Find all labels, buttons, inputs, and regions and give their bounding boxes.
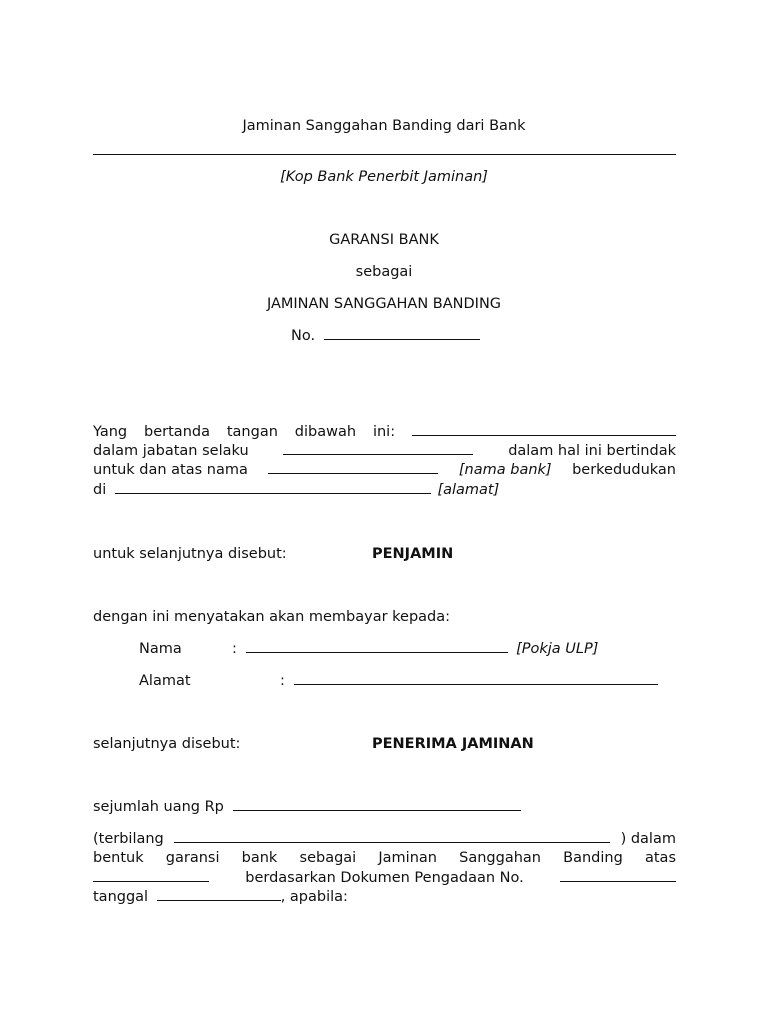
text-word: Sanggahan bbox=[459, 850, 541, 866]
text-word: bank bbox=[241, 850, 278, 866]
text-word: bentuk bbox=[93, 850, 144, 866]
guarantor-value: PENJAMIN bbox=[372, 546, 454, 562]
amount-line bbox=[93, 799, 521, 815]
amount-blank bbox=[233, 809, 521, 811]
statement-text: dengan ini menyatakan akan membayar kepada: bbox=[93, 609, 451, 625]
heading-sebagai: sebagai bbox=[355, 264, 413, 280]
recipient-name-hint: [Pokja ULP] bbox=[516, 641, 599, 657]
text-position-label: dalam jabatan selaku bbox=[93, 443, 249, 459]
colon: : bbox=[232, 641, 237, 657]
text-word: bertanda bbox=[144, 424, 210, 440]
text-word: Banding bbox=[563, 850, 623, 866]
text-domiciled: berkedudukan bbox=[572, 462, 676, 478]
text-terbilang: (terbilang bbox=[93, 831, 164, 847]
date-blank bbox=[157, 899, 281, 901]
para1-line4 bbox=[93, 482, 499, 498]
text-on-behalf: untuk dan atas nama bbox=[93, 462, 248, 478]
text-di: di bbox=[93, 482, 107, 498]
para2-line4 bbox=[93, 889, 348, 905]
position-blank bbox=[283, 453, 473, 455]
text-dalam: ) dalam bbox=[620, 831, 676, 847]
text-tanggal: tanggal bbox=[93, 889, 149, 905]
para1-line1 bbox=[93, 424, 676, 440]
recipient-name-label: Nama bbox=[139, 641, 182, 657]
guarantor-label: untuk selanjutnya disebut: bbox=[93, 546, 287, 562]
para2-line1 bbox=[93, 831, 676, 847]
para2-line2 bbox=[93, 850, 676, 866]
beneficiary-value: PENERIMA JAMINAN bbox=[372, 736, 534, 752]
document-number-blank bbox=[560, 880, 676, 882]
text-word: Yang bbox=[93, 424, 128, 440]
heading-jaminan-sanggahan-banding: JAMINAN SANGGAHAN BANDING bbox=[266, 296, 502, 312]
tender-blank bbox=[93, 880, 209, 882]
para1-line2 bbox=[93, 443, 676, 459]
amount-words-blank bbox=[174, 841, 610, 843]
number-label: No. bbox=[291, 328, 316, 344]
bank-name-hint: [nama bank] bbox=[458, 462, 552, 478]
address-hint: [alamat] bbox=[437, 482, 500, 498]
letterhead-placeholder: [Kop Bank Penerbit Jaminan] bbox=[280, 169, 488, 185]
text-word: tangan bbox=[226, 424, 278, 440]
recipient-address-row bbox=[280, 673, 658, 689]
title-divider bbox=[93, 154, 676, 155]
recipient-name-blank bbox=[246, 651, 508, 653]
beneficiary-label: selanjutnya disebut: bbox=[93, 736, 241, 752]
bank-name-blank bbox=[268, 472, 438, 474]
recipient-name-row bbox=[232, 641, 598, 657]
signer-name-blank bbox=[412, 434, 676, 436]
recipient-address-blank bbox=[294, 683, 658, 685]
text-apabila: , apabila: bbox=[280, 889, 348, 905]
para1-line3 bbox=[93, 462, 676, 478]
text-word: garansi bbox=[165, 850, 220, 866]
text-procurement-doc: berdasarkan Dokumen Pengadaan No. bbox=[245, 870, 524, 886]
address-blank bbox=[115, 492, 431, 494]
heading-garansi-bank: GARANSI BANK bbox=[329, 232, 439, 248]
text-word: atas bbox=[644, 850, 676, 866]
number-blank bbox=[324, 338, 480, 340]
number-line bbox=[291, 328, 480, 344]
text-word: sebagai bbox=[299, 850, 357, 866]
colon: : bbox=[280, 673, 285, 689]
para2-line3 bbox=[93, 870, 676, 886]
text-word: ini: bbox=[372, 424, 396, 440]
amount-label: sejumlah uang Rp bbox=[93, 799, 224, 815]
text-word: Jaminan bbox=[378, 850, 437, 866]
text-acting: dalam hal ini bertindak bbox=[508, 443, 676, 459]
recipient-address-label: Alamat bbox=[139, 673, 191, 689]
document-title: Jaminan Sanggahan Banding dari Bank bbox=[242, 118, 526, 134]
text-word: dibawah bbox=[294, 424, 357, 440]
